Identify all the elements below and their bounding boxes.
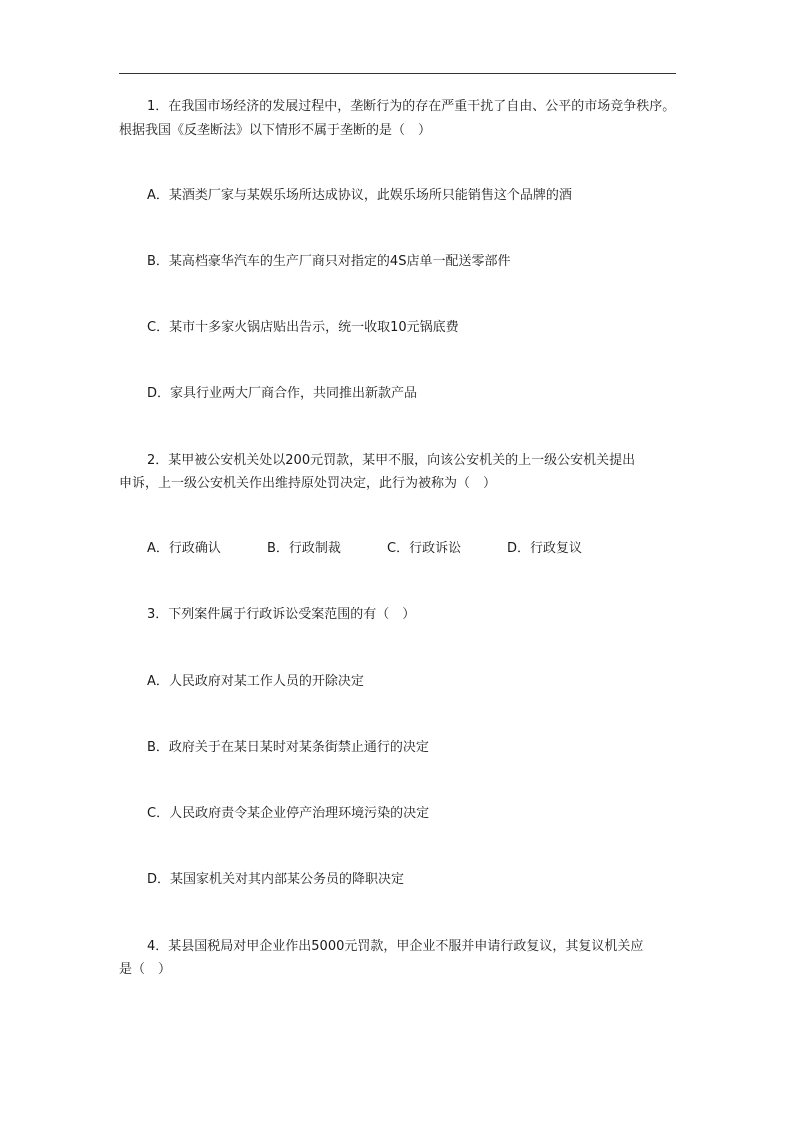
q3-option-a: A．人民政府对某工作人员的开除决定 xyxy=(147,674,364,689)
q1-option-a: A．某酒类厂家与某娱乐场所达成协议，此娱乐场所只能销售这个品牌的酒 xyxy=(147,188,572,203)
q3-option-d: D．某国家机关对其内部某公务员的降职决定 xyxy=(147,872,405,887)
q2-option-b: B．行政制裁 xyxy=(267,541,341,556)
q3-option-b: B．政府关于在某日某时对某条街禁止通行的决定 xyxy=(147,740,429,755)
q1-option-d: D．家具行业两大厂商合作，共同推出新款产品 xyxy=(147,386,418,401)
q2-stem-line1: 2．某甲被公安机关处以200元罚款，某甲不服，向该公安机关的上一级公安机关提出 xyxy=(147,453,636,468)
q2-stem-line2: 申诉，上一级公安机关作出维持原处罚决定，此行为被称为（ ） xyxy=(119,476,497,491)
q1-stem-line1: 1．在我国市场经济的发展过程中，垄断行为的存在严重干扰了自由、公平的市场竞争秩序。 xyxy=(147,99,676,114)
q3-stem-line1: 3．下列案件属于行政诉讼受案范围的有（ ） xyxy=(147,607,416,622)
q2-option-d: D．行政复议 xyxy=(507,541,583,556)
q1-stem-line2: 根据我国《反垄断法》以下情形不属于垄断的是（ ） xyxy=(119,123,432,138)
q2-option-a: A．行政确认 xyxy=(147,541,221,556)
q4-stem-line2: 是（ ） xyxy=(119,962,172,977)
q4-stem-line1: 4．某县国税局对甲企业作出5000元罚款，甲企业不服并申请行政复议，其复议机关应 xyxy=(147,939,644,954)
q1-option-c: C．某市十多家火锅店贴出告示，统一收取10元锅底费 xyxy=(147,320,459,335)
header-rule xyxy=(119,73,676,74)
q2-option-c: C．行政诉讼 xyxy=(387,541,462,556)
q1-option-b: B．某高档豪华汽车的生产厂商只对指定的4S店单一配送零部件 xyxy=(147,254,511,269)
q3-option-c: C．人民政府责令某企业停产治理环境污染的决定 xyxy=(147,806,430,821)
q2-options-row xyxy=(147,539,667,559)
